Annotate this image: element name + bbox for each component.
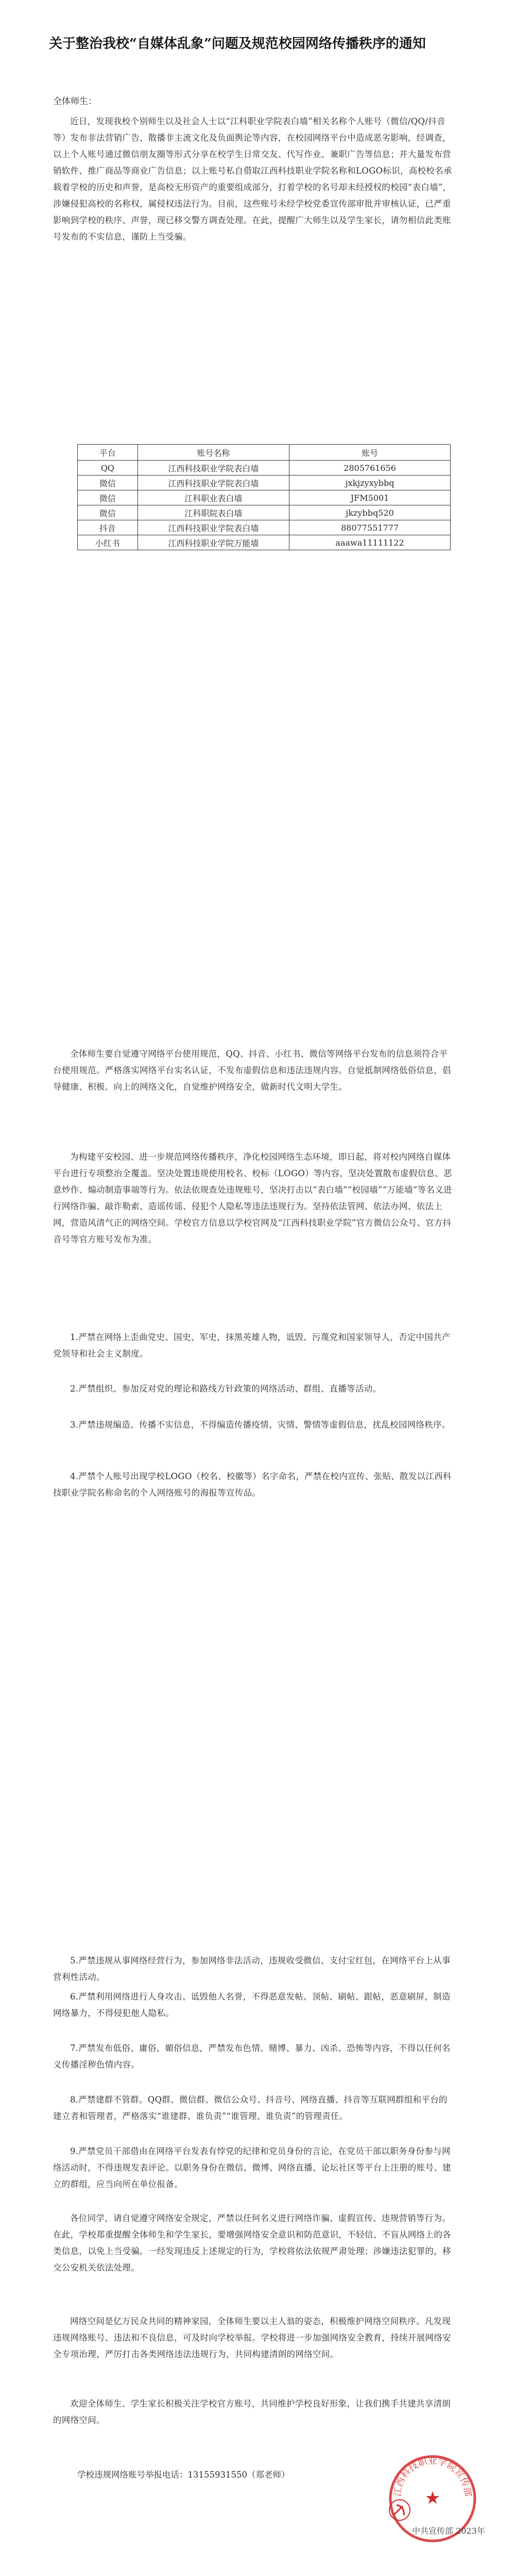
paragraph-appeal: 网络空间是亿万民众共同的精神家园，全体师生要以主人翁的姿态，积极维护网络空间秩序。凡发现违规网络账号、违法和不良信息，可及时向学校举报。学校将进一步加强网络安全教育，持续开展网络安全专项治理，严厉打击各类网络违法违规行为，共同构建清朗的网络空间。 (53, 2316, 451, 2359)
table-cell: 江西科技职业学院表白墙 (138, 476, 289, 490)
table-cell: aaawa11111122 (289, 535, 451, 550)
accounts-table (77, 444, 451, 550)
table-row (78, 461, 451, 476)
paragraph-rectification: 为构建平安校园、进一步规范网络传播秩序，净化校园网络生态环境，即日起，将对校内网络自媒体平台进行专项整治全覆盖。坚决处置违规使用校名、校标（LOGO）等内容，坚决处置散布虚假信息、恶意炒作、煽动制造事端等行为。依法依规查处违规账号，坚决打击以“表白墙”“校园墙”“万能墙”等名义进行网络诈骗、敲诈勒索、造谣传谣、侵犯个人隐私等违法违规行为。坚持依法管网、依法办网、依法上网，营造风清气正的网络空间。学校官方信息以学校官网及“江西科技职业学院”官方微信公众号、官方抖音号等官方账号发布为准。 (53, 1152, 452, 1244)
table-cell: 2805761656 (289, 461, 451, 476)
rule-item-6: 6.严禁利用网络进行人身攻击、诋毁他人名誉，不得恶意发帖、顶帖、刷帖、跟帖，恶意刷屏，制造网络暴力，不得侵犯他人隐私。 (53, 1992, 451, 2018)
rule-item-8: 8.严禁建群不管群。QQ群、微信群、微信公众号、抖音号、网络直播、抖音等互联网群组和平台的建立者和管理者，严格落实“谁建群、谁负责”“谁管理、谁负责”的管理责任。 (53, 2095, 448, 2121)
signer-name: 中共宣传部 (412, 2526, 454, 2536)
table-row (78, 490, 451, 505)
table-row (78, 520, 451, 535)
report-contact: 学校违规网络账号举报电话：13155931550（郑老师） (77, 2470, 290, 2480)
table-cell: jxkjzyxybbq (289, 476, 451, 490)
table-cell: 88077551777 (289, 520, 451, 535)
signer (412, 2524, 485, 2536)
rule-item-1: 1.严禁在网络上歪曲党史、国史、军史，抹黑英雄人物，诋毁、污蔑党和国家领导人，否定中国共产党领导和社会主义制度。 (53, 1332, 451, 1359)
table-header-account-id: 账号 (289, 445, 451, 461)
table-cell: 抖音 (78, 520, 138, 535)
table-cell: 微信 (78, 490, 138, 505)
rule-item-7: 7.严禁发布低俗、庸俗、媚俗信息，严禁发布色情、赌博、暴力、凶杀、恐怖等内容，不得以任何名义传播淫秽色情内容。 (53, 2043, 451, 2070)
table-row (78, 535, 451, 550)
table-cell: 微信 (78, 505, 138, 520)
paragraph-warning: 各位同学，请自觉遵守网络安全规定，严禁以任何名义进行网络诈骗、虚假宣传、违规营销等行为。在此，学校郑重提醒全体师生和学生家长，要增强网络安全意识和防范意识，不轻信、不盲从网络上的各类信息，以免上当受骗。一经发现违反上述规定的行为，学校将依法依规严肃处理；涉嫌违法犯罪的，移交公安机关依法处理。 (53, 2213, 451, 2273)
signed-date: 2023年 (456, 2526, 485, 2536)
svg-text:★: ★ (424, 2488, 441, 2509)
rule-item-5: 5.严禁违规从事网络经营行为，参加网络非法活动，违规收受微信、支付宝红包，在网络平台上从事营利性活动。 (53, 1956, 451, 1982)
table-cell: jkzybbq520 (289, 505, 451, 520)
table-cell: 江西科技职业学院表白墙 (138, 461, 289, 476)
document-title: 关于整治我校“自媒体乱象”问题及规范校园网络传播秩序的通知 (49, 36, 426, 52)
table-cell: JFM5001 (289, 490, 451, 505)
paragraph-intro: 近日，发现我校个别师生以及社会人士以“江科职业学院表白墙”相关名称个人账号（微信/QQ/抖音等）发布非法营销广告、散播非主流文化及负面舆论等内容，在校园网络平台中造成恶劣影响，经调查，以上个人账号通过微信朋友圈等形式分享在校学生日常交友、代写作业、兼职广告等信息；并大量发布营销软件、推广商品等商业广告信息；以上账号私自借取江西科技职业学院名称和LOGO标识，高校校名承载着学校的历史和声誉，是高校无形资产的重要组成部分，打着学校的名号却未经授权的校园“表白墙”，涉嫌侵犯高校的名称权，属侵权违法行为。目前，这些账号未经学校党委宣传部审批并审核认证，已严重影响到学校的秩序、声誉，现已移交警方调查处理。在此，提醒广大师生以及学生家长，请勿相信此类账号发布的不实信息，谨防上当受骗。 (53, 116, 452, 242)
table-cell: 江科职院表白墙 (138, 505, 289, 520)
salutation: 全体师生： (53, 96, 97, 107)
table-cell: 江科职业表白墙 (138, 490, 289, 505)
table-row (78, 505, 451, 520)
table-cell: QQ (78, 461, 138, 476)
table-cell: 江西科技职业学院表白墙 (138, 520, 289, 535)
rule-item-4: 4.严禁个人账号出现学校LOGO（校名、校徽等）名字命名，严禁在校内宣传、张贴、散发以江西科技职业学院名称命名的个人网络账号的海报等宣传品。 (53, 1471, 452, 1498)
seal-text: 江西科技职业学院宣传部 (392, 2455, 473, 2497)
table-row (78, 476, 451, 490)
rule-item-3: 3.严禁违规编造、传播不实信息，不得编造传播疫情、灾情、警情等虚假信息，扰乱校园网络秩序。 (70, 1420, 451, 1430)
table-cell: 微信 (78, 476, 138, 490)
party-emblem-icon (387, 2498, 412, 2522)
table-cell: 小红书 (78, 535, 138, 550)
table-cell: 江西科技职业学院万能墙 (138, 535, 289, 550)
paragraph-norms: 全体师生要自觉遵守网络平台使用规范，QQ、抖音、小红书、微信等网络平台发布的信息须符合平台使用规范。严格落实网络平台实名认证，不发布虚假信息和违法违规内容。自觉抵制网络低俗信息，倡导健康、积极、向上的网络文化，自觉维护网络安全，做新时代文明大学生。 (53, 1049, 451, 1092)
table-header-account-name: 账号名称 (138, 445, 289, 461)
table-header-row (78, 445, 451, 461)
paragraph-closing: 欢迎全体师生、学生家长积极关注学校官方账号，共同维护学校良好形象，让我们携手共建共享清朗的网络空间。 (53, 2399, 451, 2425)
rule-item-9: 9.严禁党员干部借由在网络平台发表有悖党的纪律和党员身份的言论，在党员干部以职务身份参与网络活动时，不得违规发表评论。以职务身份在微信、微博、网络直播、论坛社区等平台上注册的账号、建立的群组，应当向所在单位报备。 (53, 2146, 451, 2189)
table-header-platform: 平台 (78, 445, 138, 461)
rule-item-2: 2.严禁组织、参加反对党的理论和路线方针政策的网络活动、群组、直播等活动。 (70, 1384, 382, 1394)
